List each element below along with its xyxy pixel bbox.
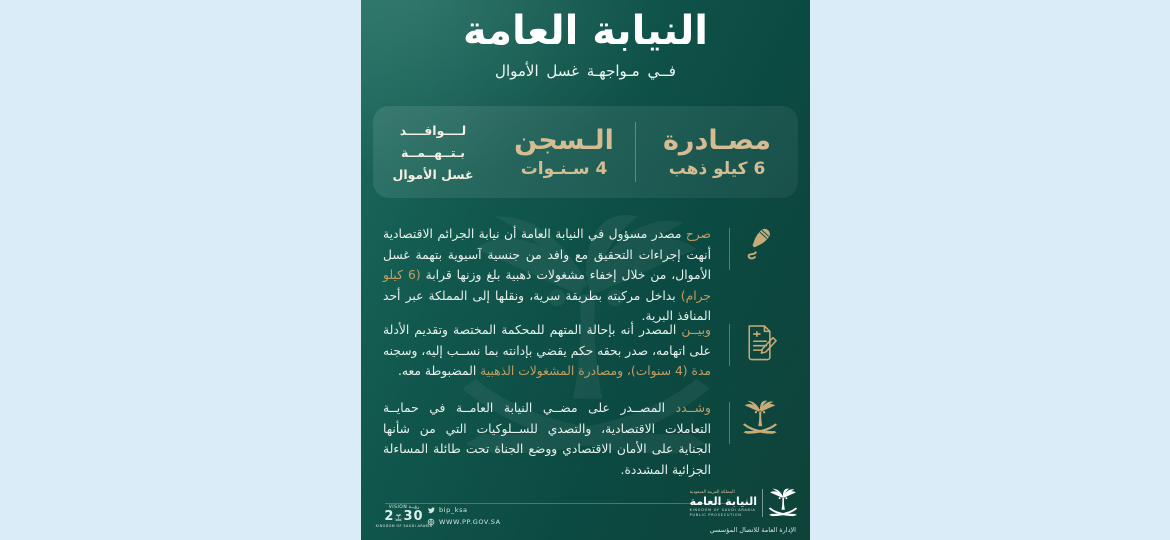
- stats-band: [373, 106, 798, 198]
- twitter-handle[interactable]: bip_ksa: [439, 506, 468, 514]
- stat-prison-title: الـسجن: [514, 124, 614, 156]
- stat-expat-line1: لــــوافــــد: [399, 122, 467, 138]
- globe-icon: [427, 518, 435, 526]
- vision-year-left: 2: [384, 509, 395, 524]
- paragraph-text: [383, 398, 711, 480]
- paragraph-body: المصدر أنه بإحالة المتهم للمحكمة المختصة وتقديم الأدلة على اتهامه، صدر بحقه حكم يقضي بإدانته بما نســب إليه، وسجنه: [383, 323, 711, 358]
- vision-year-right: 30: [403, 509, 424, 524]
- pp-logo-country: المملكة العربية السعودية: [689, 489, 735, 495]
- department-caption: الإدارة العامة للاتصال المؤسسي: [709, 526, 796, 534]
- pp-palm-emblem-icon: [768, 487, 798, 519]
- paragraph-statement: [383, 224, 780, 327]
- stat-expat-line2: بـتــهــمــة: [401, 144, 465, 160]
- paragraph-lead-word: وبيــن: [681, 323, 711, 337]
- paragraph-divider-line: [729, 324, 730, 366]
- vision-logo-year: [384, 510, 423, 524]
- pp-logo-en-line2: PUBLIC PROSECUTION: [689, 512, 742, 517]
- poster-background: [361, 0, 810, 540]
- band-divider: [635, 122, 636, 182]
- paragraph-lead-word: صرح: [685, 227, 711, 241]
- paragraph-emphasis: [383, 398, 780, 480]
- paragraph-body: بداخل مركبته بطريقة سرية، ونقلها إلى المملكة عبر أحد المنافذ البرية.: [383, 288, 711, 323]
- paragraph-text: [383, 320, 711, 382]
- page-subtitle: فــي مـواجهـة غسل الأموال: [495, 62, 676, 80]
- website-row[interactable]: [427, 518, 501, 526]
- paragraph-text: [383, 224, 711, 327]
- twitter-row[interactable]: [427, 506, 501, 514]
- stat-confiscation-title: مصـادرة: [662, 124, 772, 156]
- microphone-icon: [740, 224, 780, 327]
- stat-prison-value: 4 سـنـوات: [520, 158, 608, 179]
- vision-palm-icon: [395, 513, 402, 522]
- pp-logo-en-line1: KINGDOM OF SAUDI ARABIA: [689, 507, 756, 512]
- paragraph-lead-word: وشــدد: [675, 401, 711, 415]
- pp-logo-text-block: [690, 490, 757, 517]
- page-title: النيابة العامة: [463, 8, 708, 54]
- paragraph-highlight: مدة (4 سنوات)، ومصادرة المشغولات الذهبية: [480, 364, 711, 378]
- stat-prison: [493, 126, 635, 179]
- public-prosecution-logo: [690, 487, 798, 519]
- stat-confiscation: [636, 126, 798, 179]
- paragraph-highlight: (6 كيلو جرام): [383, 268, 711, 303]
- twitter-icon: [427, 506, 435, 514]
- paragraph-body: المضبوطة معه.: [397, 364, 481, 378]
- pp-logo-divider: [762, 489, 763, 517]
- pp-logo-name: النيابة العامة: [689, 494, 757, 508]
- footer-separator-line: [385, 503, 733, 504]
- stat-expat-line3: غسل الأموال: [392, 166, 474, 182]
- stat-expat-charge: [373, 121, 493, 184]
- stat-confiscation-value: 6 كيلو ذهب: [668, 158, 766, 179]
- palm-emblem-icon: [740, 398, 780, 480]
- paragraph-divider-line: [729, 228, 730, 270]
- paragraph-body: المصــدر على مضــي النيابة العامــة في حمايــة التعاملات الاقتصادية، والتصدي للســلوكيات التي من شأنها الجناية على الأمان الاقتصادي ووضع الجناة تحت طائلة المساءلة الجزائية المشددة.: [383, 401, 711, 477]
- paragraph-verdict: [383, 320, 780, 382]
- vision-logo-top-text: رؤيــة VISION: [388, 505, 420, 510]
- website-url[interactable]: WWW.PP.GOV.SA: [439, 518, 501, 526]
- paragraph-body: مصدر مسؤول في النيابة العامة أن نيابة الجرائم الاقتصادية أنهت إجراءات التحقيق مع وافد من جنسية آسيوية بتهمة غسل الأموال، من خلال إخفاء مشغولات ذهبية بلغ وزنها قرابة: [383, 227, 711, 282]
- verdict-document-icon: [740, 320, 780, 382]
- vision-2030-logo: [375, 505, 433, 528]
- footer-contact-links: [427, 506, 501, 526]
- vision-logo-caption: KINGDOM OF SAUDI ARABIA: [375, 524, 433, 528]
- paragraph-divider-line: [729, 402, 730, 444]
